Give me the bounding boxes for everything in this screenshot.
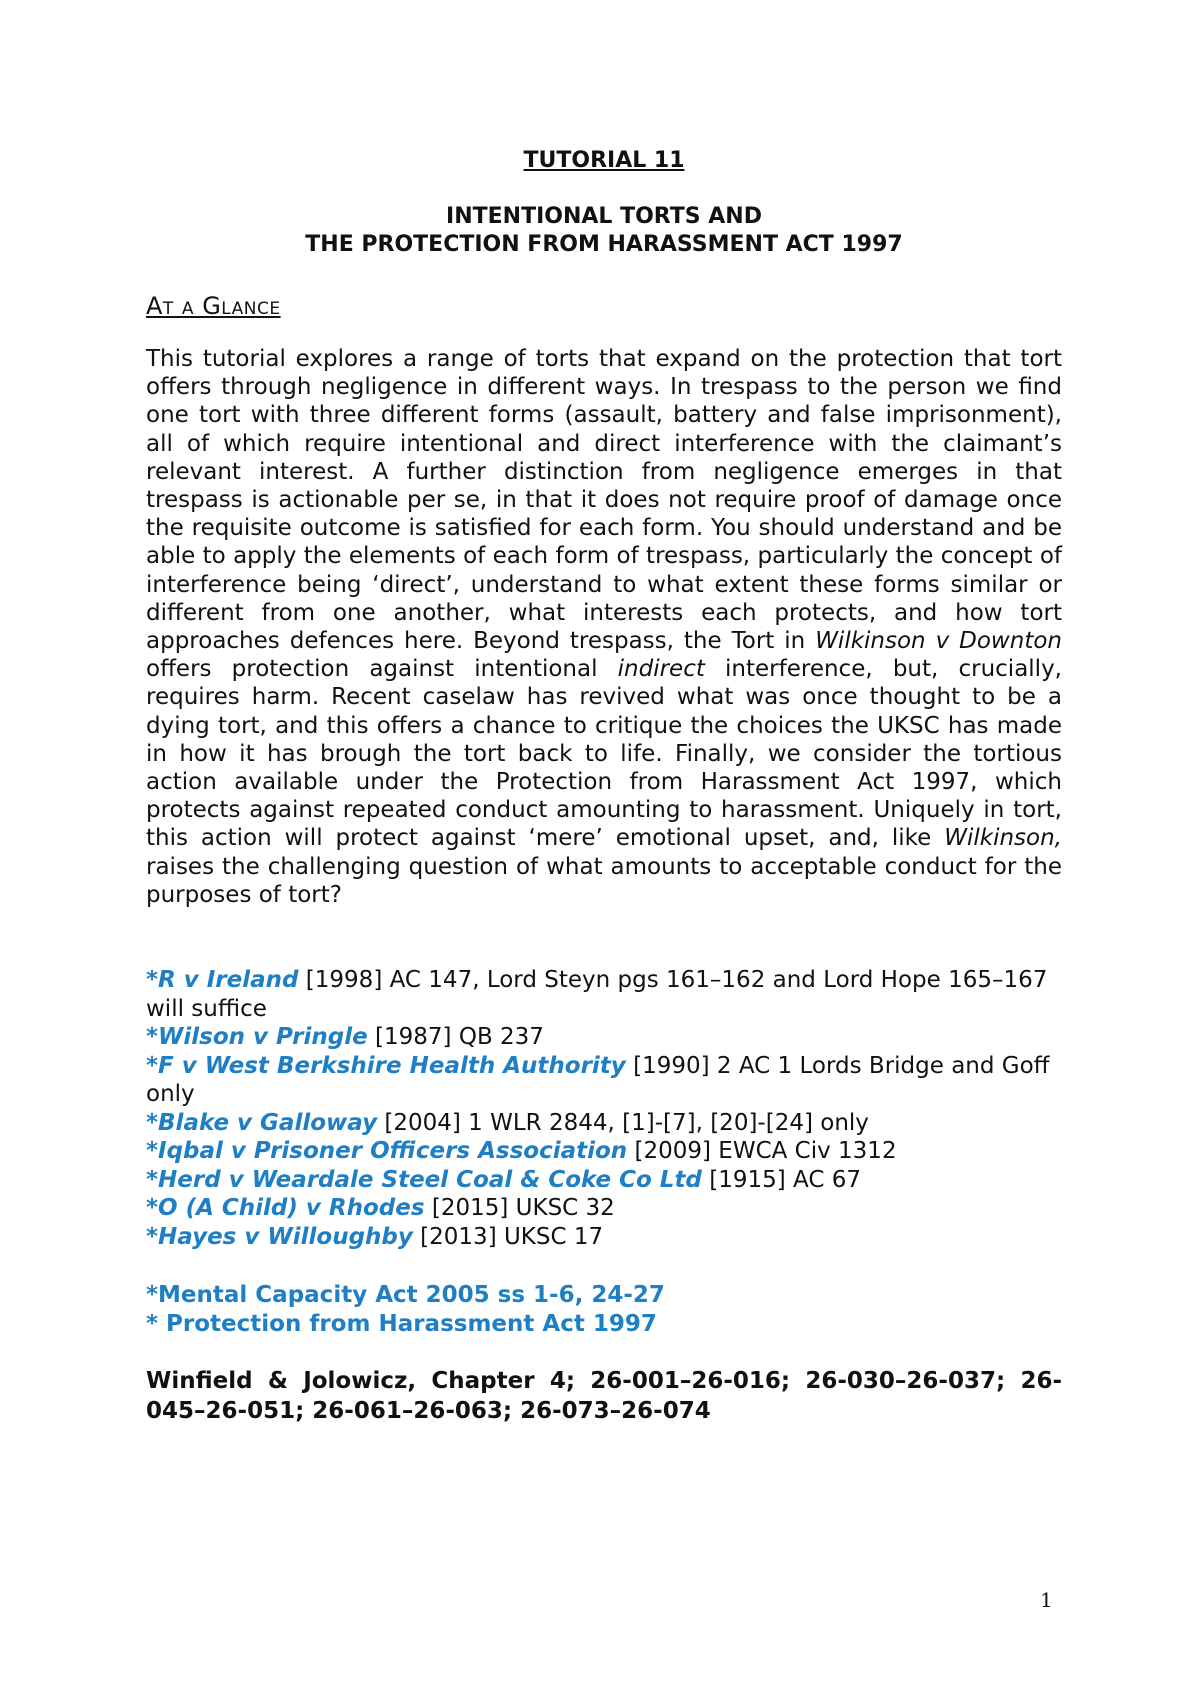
case-name: *F v West Berkshire Health Authority	[146, 1052, 626, 1079]
reading-item	[146, 1023, 1062, 1052]
case-name: *Herd v Weardale Steel Coal & Coke Co Ltd	[146, 1166, 702, 1193]
intro-case-wilkinson: Wilkinson v Downton	[815, 628, 1062, 655]
reading-item	[146, 1166, 1062, 1195]
case-citation: [1990] 2 AC 1 Lords Bridge and Goff only	[146, 1052, 1050, 1107]
reading-item	[146, 1052, 1062, 1109]
reading-item	[146, 1109, 1062, 1138]
case-citation: [2009] EWCA Civ 1312	[627, 1138, 897, 1164]
intro-text-4: raises the challenging question of what amounts to acceptable conduct for the purposes of tort?	[146, 853, 1062, 908]
section-heading: At a Glance	[146, 292, 281, 320]
case-citation: [1998] AC 147, Lord Steyn pgs 161–162 and Lord Hope 165–167 will suffice	[146, 967, 1048, 1022]
case-name: *Hayes v Willoughby	[146, 1223, 413, 1250]
statute-list	[146, 1281, 1062, 1339]
intro-text-3: interference, but, crucially, requires harm. Recent caselaw has revived what was once thought to be a dying tort, and this offers a chance to critique the choices the UKSC has made in how it has brough the tort back to life. Finally, we consider the tortious action available under the Protection from Harassment Act 1997, which protects against repeated conduct amounting to harassment. Uniquely in tort, this action will protect against ‘mere’ emotional upset, and, like	[146, 656, 1062, 852]
intro-paragraph	[146, 345, 1062, 909]
intro-text-2: offers protection against intentional	[146, 656, 618, 683]
case-name: *Wilson v Pringle	[146, 1024, 368, 1050]
case-citation: [2004] 1 WLR 2844, [1]-[7], [20]-[24] only	[377, 1109, 869, 1136]
case-citation: [1915] AC 67	[701, 1166, 861, 1193]
intro-text-1: This tutorial explores a range of torts that expand on the protection that tort offers through negligence in different ways. In trespass to the person we find one tort with three different forms (assault, battery and false imprisonment), all of which require intentional and direct interference with the claimant’s relevant interest. A further distinction from negligence emerges in that trespass is actionable per se, in that it does not require proof of damage once the requisite outcome is satisfied for each form. You should understand and be able to apply the elements of each form of trespass, particularly the concept of interference being ‘direct’, understand to what extent these forms similar or different from one another, what interests each protects, and how tort approaches defences here. Beyond trespass, the Tort in	[146, 346, 1062, 655]
statute-item: *Mental Capacity Act 2005 ss 1-6, 24-27	[146, 1282, 665, 1308]
case-citation: [2013] UKSC 17	[412, 1223, 604, 1250]
subtitle-line-2: THE PROTECTION FROM HARASSMENT ACT 1997	[305, 232, 903, 257]
page-number: 1	[1040, 1588, 1053, 1612]
page-title: TUTORIAL 11	[523, 148, 685, 173]
case-name: *O (A Child) v Rhodes	[146, 1195, 425, 1221]
reading-list	[146, 966, 1062, 1251]
reading-item	[146, 1137, 1062, 1166]
textbook-reference: Winfield & Jolowicz, Chapter 4; 26-001–26-016; 26-030–26-037; 26-045–26-051; 26-061–26-063; 26-073–26-074	[146, 1368, 1062, 1424]
reading-item	[146, 1223, 1062, 1252]
case-name: *R v Ireland	[146, 967, 299, 993]
statute-item: * Protection from Harassment Act 1997	[146, 1311, 657, 1337]
reading-item	[146, 966, 1062, 1023]
case-citation: [1987] QB 237	[367, 1024, 544, 1050]
reading-item	[146, 1194, 1062, 1223]
case-name: *Iqbal v Prisoner Officers Association	[146, 1138, 628, 1164]
subtitle-line-1: INTENTIONAL TORTS AND	[446, 204, 762, 229]
case-citation: [2015] UKSC 32	[424, 1195, 615, 1221]
intro-case-wilkinson-2: Wilkinson,	[944, 825, 1062, 852]
page-subtitle	[146, 203, 1062, 259]
case-name: *Blake v Galloway	[146, 1109, 378, 1136]
intro-emphasis-indirect: indirect	[617, 656, 705, 683]
